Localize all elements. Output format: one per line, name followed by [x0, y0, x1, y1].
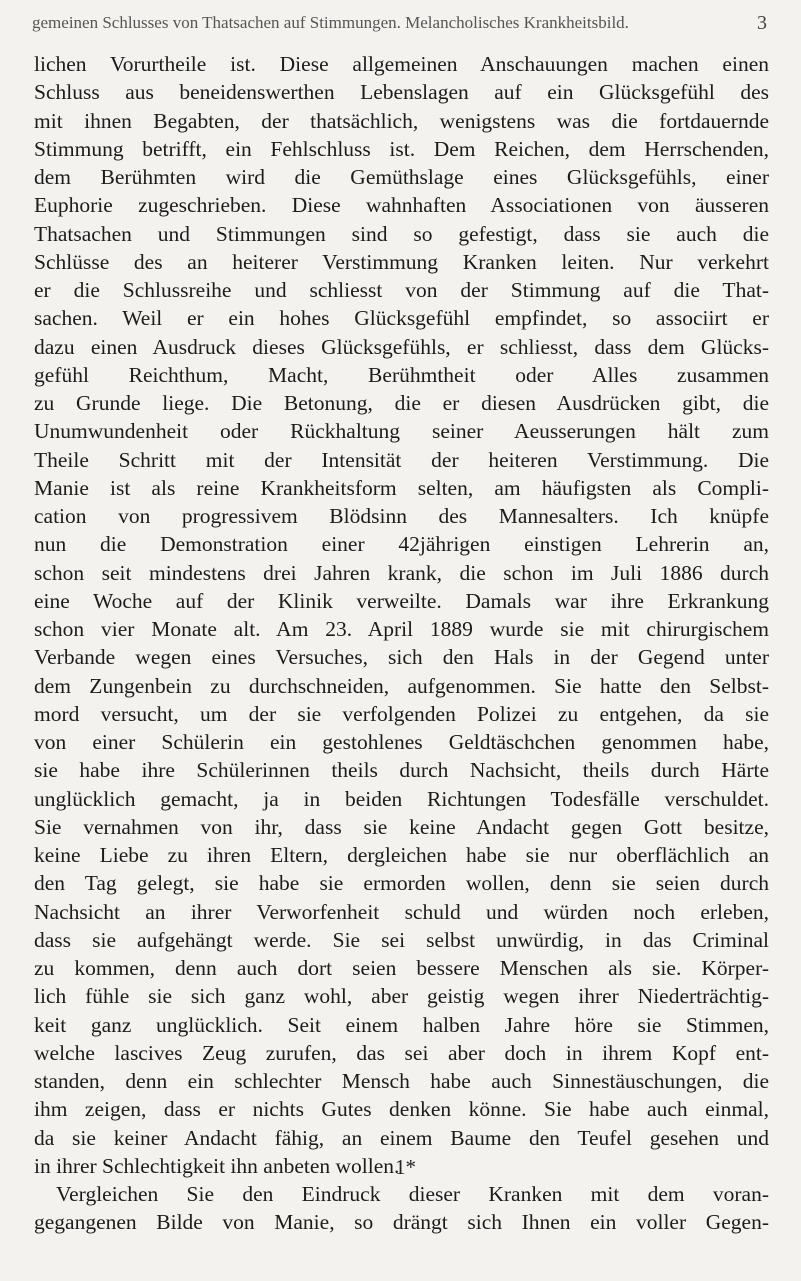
text-line: Thatsachen und Stimmungen sind so gefestigt, dass sie auch die: [34, 221, 769, 246]
text-line: Nachsicht an ihrer Verworfenheit schuld und würden noch erleben,: [34, 899, 769, 924]
text-line: da sie keiner Andacht fähig, an einem Baume den Teufel gesehen und: [34, 1125, 769, 1150]
text-line: zu kommen, denn auch dort seien bessere Menschen als sie. Körper-: [34, 956, 769, 980]
text-line: mord versucht, um der sie verfolgenden Polizei zu entgehen, da sie: [34, 701, 769, 726]
text-line: eine Woche auf der Klinik verweilte. Damals war ihre Erkrankung: [34, 588, 769, 613]
text-line: sachen. Weil er ein hohes Glücksgefühl empfindet, so associirt er: [34, 306, 769, 331]
text-line: standen, denn ein schlechter Mensch habe auch Sinnestäuschungen, die: [34, 1069, 769, 1093]
text-line: Sie vernahmen von ihr, dass sie keine Andacht gegen Gott besitze,: [34, 814, 769, 839]
text-line: mit ihnen Begabten, der thatsächlich, wenigstens was die fortdauernde: [34, 108, 769, 133]
text-line: gefühl Reichthum, Macht, Berühmtheit oder Alles zusammen: [34, 362, 769, 387]
text-line: Theile Schritt mit der Intensität der heiteren Verstimmung. Die: [34, 447, 769, 472]
text-line: schon vier Monate alt. Am 23. April 1889 wurde sie mit chirurgischem: [34, 617, 769, 641]
text-line: dem Zungenbein zu durchschneiden, aufgenommen. Sie hatte den Selbst-: [34, 673, 769, 698]
text-line: er die Schlussreihe und schliesst von der Stimmung auf die That-: [34, 278, 769, 302]
text-line: dass sie aufgehängt werde. Sie sei selbst unwürdig, in das Criminal: [34, 927, 769, 952]
text-line: ihm zeigen, dass er nichts Gutes denken könne. Sie habe auch einmal,: [34, 1097, 769, 1122]
text-line: zu Grunde liege. Die Betonung, die er diesen Ausdrücken gibt, die: [34, 391, 769, 415]
signature-mark: 1*: [395, 1155, 416, 1179]
text-line: schon seit mindestens drei Jahren krank, die schon im Juli 1886 durch: [34, 560, 769, 585]
text-line: von einer Schülerin ein gestohlenes Geldtäschchen genommen habe,: [34, 730, 769, 754]
text-line: keit ganz unglücklich. Seit einem halben Jahre höre sie Stimmen,: [34, 1012, 769, 1037]
text-line: Verbande wegen eines Versuches, sich den Hals in der Gegend unter: [34, 645, 769, 670]
page-number: 3: [757, 12, 767, 34]
text-line: cation von progressivem Blödsinn des Mannesalters. Ich knüpfe: [34, 504, 769, 528]
text-line: Stimmung betrifft, ein Fehlschluss ist. Dem Reichen, dem Herrschenden,: [34, 136, 769, 161]
paragraph-start-line: Vergleichen Sie den Eindruck dieser Kranken mit dem voran-: [56, 1182, 769, 1206]
text-line: Schlüsse des an heiterer Verstimmung Kranken leiten. Nur verkehrt: [34, 249, 769, 274]
text-line: lichen Vorurtheile ist. Diese allgemeinen Anschauungen machen einen: [34, 52, 769, 76]
paragraph-end-line: in ihrer Schlechtigkeit ihn anbeten wollen.: [34, 1153, 400, 1178]
text-line: sie habe ihre Schülerinnen theils durch Nachsicht, theils durch Härte: [34, 758, 769, 783]
running-head: gemeinen Schlusses von Thatsachen auf Stimmungen. Melancholisches Krankheitsbild.: [32, 13, 629, 32]
text-line: dazu einen Ausdruck dieses Glücksgefühls, er schliesst, dass dem Glücks-: [34, 334, 769, 359]
body-text: [34, 50, 769, 1237]
text-line: unglücklich gemacht, ja in beiden Richtungen Todesfälle verschuldet.: [34, 786, 769, 811]
text-line: nun die Demonstration einer 42jährigen einstigen Lehrerin an,: [34, 532, 769, 557]
text-line: gegangenen Bilde von Manie, so drängt sich Ihnen ein voller Gegen-: [34, 1210, 769, 1235]
text-line: lich fühle sie sich ganz wohl, aber geistig wegen ihrer Niederträchtig-: [34, 984, 769, 1009]
text-line: Unumwundenheit oder Rückhaltung seiner Aeusserungen hält zum: [34, 419, 769, 444]
text-line: Manie ist als reine Krankheitsform selten, am häufigsten als Compli-: [34, 475, 769, 500]
text-line: keine Liebe zu ihren Eltern, dergleichen habe sie nur oberflächlich an: [34, 843, 769, 867]
text-line: Euphorie zugeschrieben. Diese wahnhaften Associationen von äusseren: [34, 193, 769, 218]
text-line: Schluss aus beneidenswerthen Lebenslagen auf ein Glücksgefühl des: [34, 80, 769, 105]
text-line: dem Berühmten wird die Gemüthslage eines Glücksgefühls, einer: [34, 165, 769, 189]
text-line: den Tag gelegt, sie habe sie ermorden wollen, denn sie seien durch: [34, 871, 769, 896]
text-line: welche lascives Zeug zurufen, das sei aber doch in ihrem Kopf ent-: [34, 1040, 769, 1065]
